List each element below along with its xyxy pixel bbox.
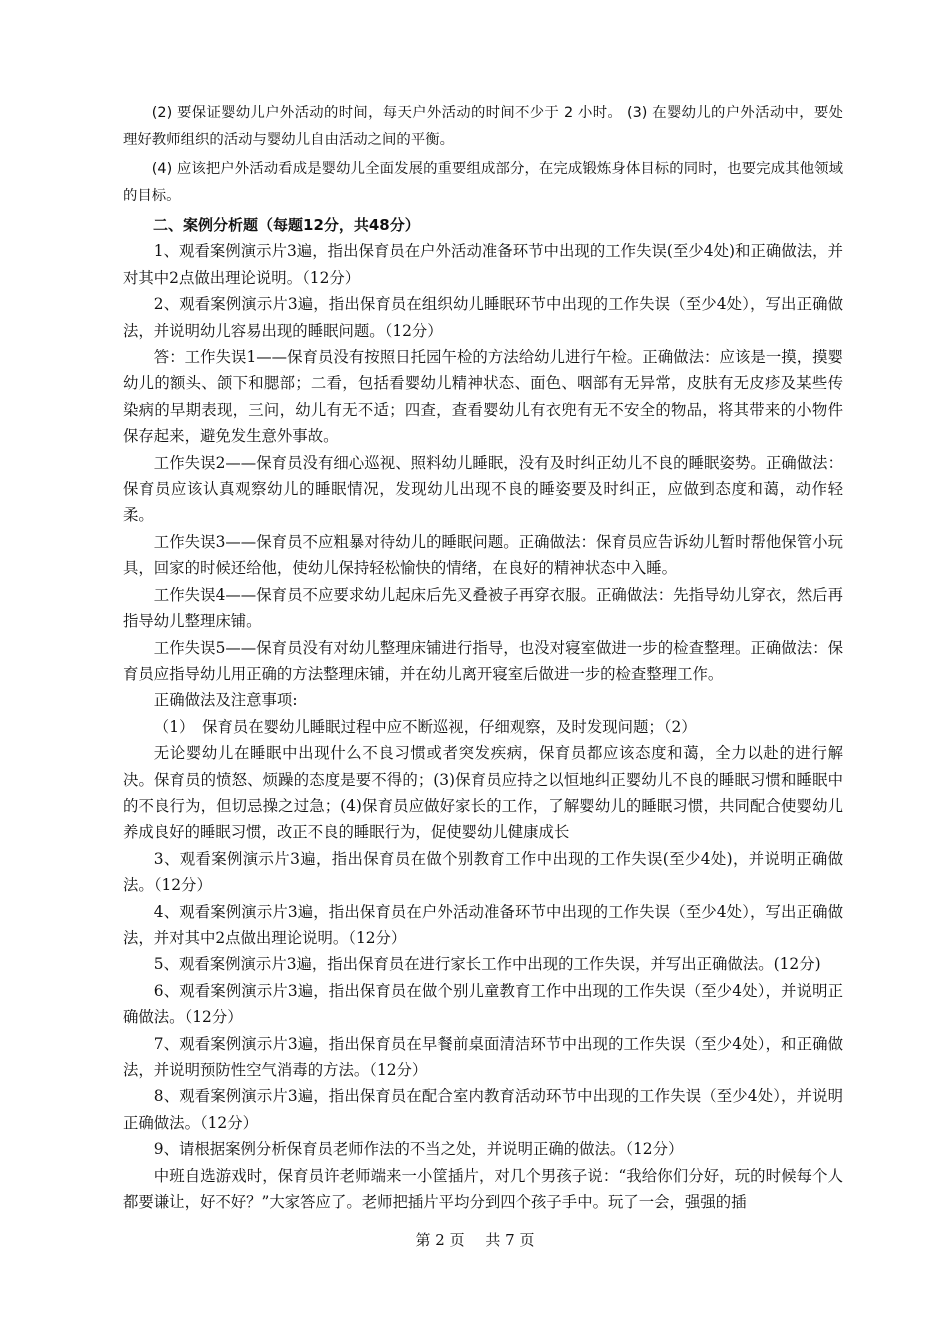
answer-error-3: 工作失误3——保育员不应粗暴对待幼儿的睡眠问题。正确做法：保育员应告诉幼儿暂时帮他保管小玩具，回家的时候还给他，使幼儿保持轻松愉快的情绪，在良好的精神状态中入睡。	[123, 532, 843, 578]
question-3: 3、观看案例演示片3遍，指出保育员在做个别教育工作中出现的工作失误(至少4处)，并说明正确做法。（12分）	[123, 849, 843, 895]
correct-practice-2: 无论婴幼儿在睡眠中出现什么不良习惯或者突发疾病，保育员都应该态度和蔼，全力以赴的进行解决。保育员的愤怒、烦躁的态度是要不得的；(3)保育员应持之以恒地纠正婴幼儿不良的睡眠习惯和睡眠中的不良行为，但切忌操之过急；(4)保育员应做好家长的工作，了解婴幼儿的睡眠习惯，共同配合使婴幼儿养成良好的睡眠习惯，改正不良的睡眠行为，促使婴幼儿健康成长	[123, 744, 843, 842]
page-total: 共 7 页	[485, 1231, 535, 1249]
document-page	[123, 100, 843, 1215]
question-8: 8、观看案例演示片3遍，指出保育员在配合室内教育活动环节中出现的工作失误（至少4处），并说明正确做法。（12分）	[123, 1087, 843, 1132]
question-7: 7、观看案例演示片3遍，指出保育员在早餐前桌面清洁环节中出现的工作失误（至少4处），和正确做法，并说明预防性空气消毒的方法。（12分）	[123, 1034, 843, 1079]
answer-error-5: 工作失误5——保育员没有对幼儿整理床铺进行指导，也没对寝室做进一步的检查整理。正确做法：保育员应指导幼儿用正确的方法整理床铺，并在幼儿离开寝室后做进一步的检查整理工作。	[123, 638, 843, 683]
paragraph-2: (4) 应该把户外活动看成是婴幼儿全面发展的重要组成部分，在完成锻炼身体目标的同时，也要完成其他领域的目标。	[123, 161, 843, 204]
answer-error-4: 工作失误4——保育员不应要求幼儿起床后先叉叠被子再穿衣服。正确做法：先指导幼儿穿衣，然后再指导幼儿整理床铺。	[123, 585, 843, 631]
question-6: 6、观看案例演示片3遍，指出保育员在做个别儿童教育工作中出现的工作失误（至少4处），并说明正确做法。（12分）	[123, 981, 843, 1027]
question-2: 2、观看案例演示片3遍，指出保育员在组织幼儿睡眠环节中出现的工作失误（至少4处），写出正确做法，并说明幼儿容易出现的睡眠问题。（12分）	[123, 295, 843, 340]
section-heading: 二、案例分析题（每题12分，共48分）	[153, 216, 420, 234]
answer-error-1: 答：工作失误1——保育员没有按照日托园午检的方法给幼儿进行午检。正确做法：应该是一摸，摸婴幼儿的额头、颌下和腮部；二看，包括看婴幼儿精神状态、面色、咽部有无异常，皮肤有无皮疹及某些传染病的早期表现，三问，幼儿有无不适；四查，查看婴幼儿有衣兜有无不安全的物品，将其带来的小物件保存起来，避免发生意外事故。	[123, 348, 843, 446]
case-text: 中班自选游戏时，保育员许老师端来一小筐插片，对几个男孩子说：“我给你们分好，玩的时候每个人都要谦让，好不好？”大家答应了。老师把插片平均分到四个孩子手中。玩了一会，强强的插	[123, 1166, 843, 1212]
question-4: 4、观看案例演示片3遍，指出保育员在户外活动准备环节中出现的工作失误（至少4处），写出正确做法，并对其中2点做出理论说明。（12分）	[123, 902, 843, 947]
correct-practice-heading: 正确做法及注意事项:	[153, 691, 298, 710]
page-number: 第 2 页	[415, 1231, 465, 1249]
question-1: 1、观看案例演示片3遍，指出保育员在户外活动准备环节中出现的工作失误(至少4处)和正确做法，并对其中2点做出理论说明。（12分）	[123, 242, 843, 287]
page-footer	[0, 1229, 950, 1250]
question-9: 9、请根据案例分析保育员老师作法的不当之处，并说明正确的做法。（12分）	[153, 1140, 684, 1159]
answer-error-2: 工作失误2——保育员没有细心巡视、照料幼儿睡眠，没有及时纠正幼儿不良的睡眠姿势。正确做法：保育员应该认真观察幼儿的睡眠情况，发现幼儿出现不良的睡姿要及时纠正，应做到态度和蔼，动作轻柔。	[123, 453, 843, 525]
correct-practice-1: （1） 保育员在婴幼儿睡眠过程中应不断巡视，仔细观察，及时发现问题；（2）	[153, 717, 697, 736]
paragraph-1: (2) 要保证婴幼儿户外活动的时间，每天户外活动的时间不少于 2 小时。 (3) 在婴幼儿的户外活动中，要处理好教师组织的活动与婴幼儿自由活动之间的平衡。	[123, 105, 843, 148]
question-5: 5、观看案例演示片3遍，指出保育员在进行家长工作中出现的工作失误，并写出正确做法。(12分)	[153, 955, 821, 974]
